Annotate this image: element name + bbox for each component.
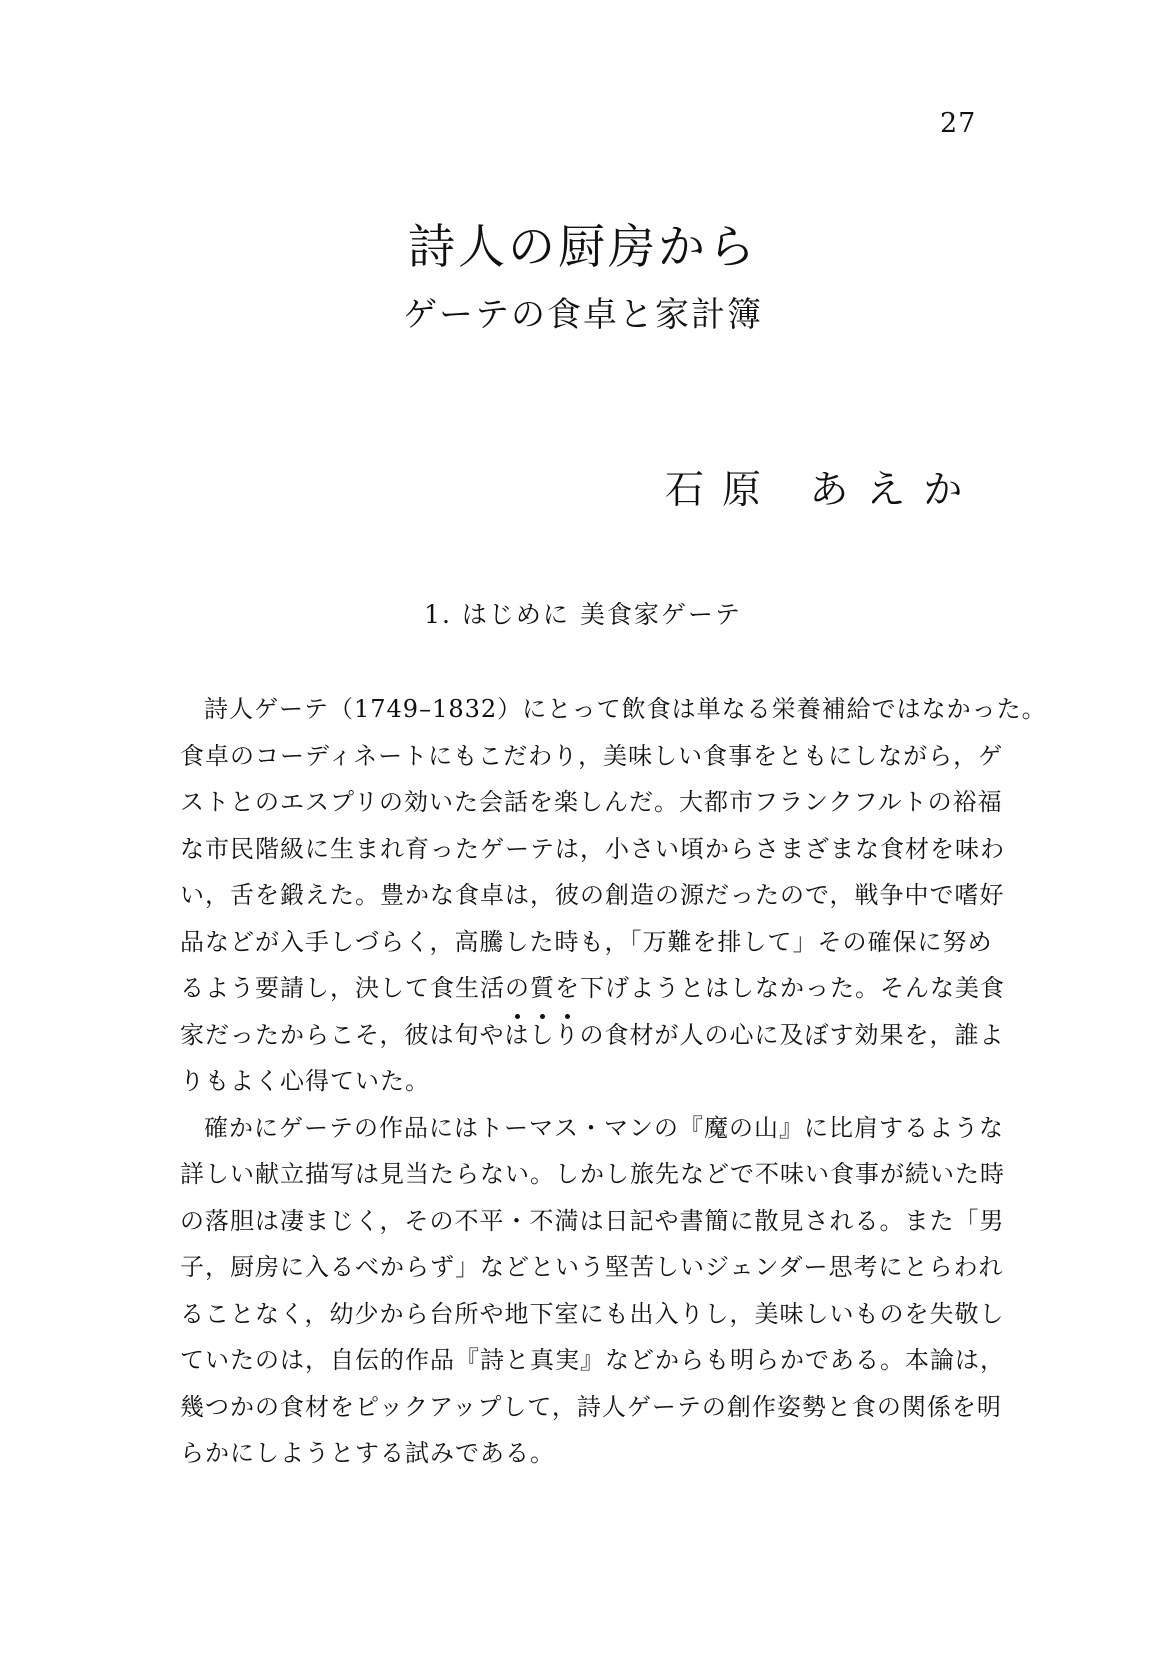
paragraph-line: 詳しい献立描写は見当たらない。しかし旅先などで不味い食事が続いた時: [180, 1160, 1005, 1188]
section-heading: 1. はじめに 美食家ゲーテ: [424, 600, 742, 629]
line-text-after: の食材が人の心に及ぼす効果を，誰よ: [579, 1020, 1005, 1049]
emphasis-dot: [515, 1014, 520, 1019]
paragraph-line: い，舌を鍛えた。豊かな食卓は，彼の創造の源だったので，戦争中で嗜好: [180, 881, 1005, 909]
line-text-before: 家だったからこそ，彼は旬や: [180, 1020, 505, 1049]
paragraph-line: ることなく，幼少から台所や地下室にも出入りし，美味しいものを失敬し: [180, 1299, 1005, 1328]
paragraph-line: な市民階級に生まれ育ったゲーテは，小さい頃からさまざまな食材を味わ: [180, 834, 1005, 863]
paragraph-line: りもよく心得ていた。: [180, 1067, 430, 1095]
paragraph-line: 幾つかの食材をピックアップして，詩人ゲーテの創作姿勢と食の関係を明: [180, 1392, 1002, 1421]
paragraph-line: 食卓のコーディネートにもこだわり，美味しい食事をともにしながら，ゲ: [180, 741, 1004, 770]
article-title: 詩人の厨房から: [408, 220, 758, 275]
paragraph-line: ストとのエスプリの効いた会話を楽しんだ。大都市フランクフルトの裕福: [180, 788, 1003, 816]
paragraph-line: るよう要請し，決して食生活の質を下げようとはしなかった。そんな美食: [180, 974, 1005, 1002]
author-name: 石原 あえか: [665, 468, 981, 513]
paragraph-line: 詩人ゲーテ（1749–1832）にとって飲食は単なる栄養補給ではなかった。: [204, 695, 1047, 723]
emphasized-char: [555, 1012, 580, 1059]
article-subtitle: ゲーテの食卓と家計簿: [403, 295, 763, 335]
emphasized-char-text: り: [554, 1020, 580, 1049]
paragraph-line: ていたのは，自伝的作品『詩と真実』などからも明らかである。本論は，: [180, 1346, 1005, 1374]
emphasis-dot: [565, 1014, 570, 1019]
paragraph-line: 子，厨房に入るべからず」などという堅苦しいジェンダー思考にとらわれ: [180, 1253, 1004, 1281]
paragraph-line: 品などが入手しづらく，高騰した時も，「万難を排して」その確保に努め: [180, 927, 993, 956]
page-number: 27: [940, 108, 977, 139]
paragraph-line: らかにしようとする試みである。: [180, 1439, 555, 1467]
emphasized-char-text: は: [504, 1020, 530, 1049]
emphasized-char: [530, 1012, 555, 1059]
paragraph-line: の落胆は凄まじく，その不平・不満は日記や書簡に散見される。また「男: [180, 1206, 1005, 1235]
paragraph-line-emphasis: [180, 1012, 1010, 1059]
emphasized-char-text: し: [529, 1020, 555, 1049]
paragraph-line: 確かにゲーテの作品にはトーマス・マンの『魔の山』に比肩するような: [204, 1113, 1004, 1142]
body-text: [180, 686, 1047, 1477]
emphasized-char: [505, 1012, 530, 1059]
emphasis-dot: [540, 1014, 545, 1019]
